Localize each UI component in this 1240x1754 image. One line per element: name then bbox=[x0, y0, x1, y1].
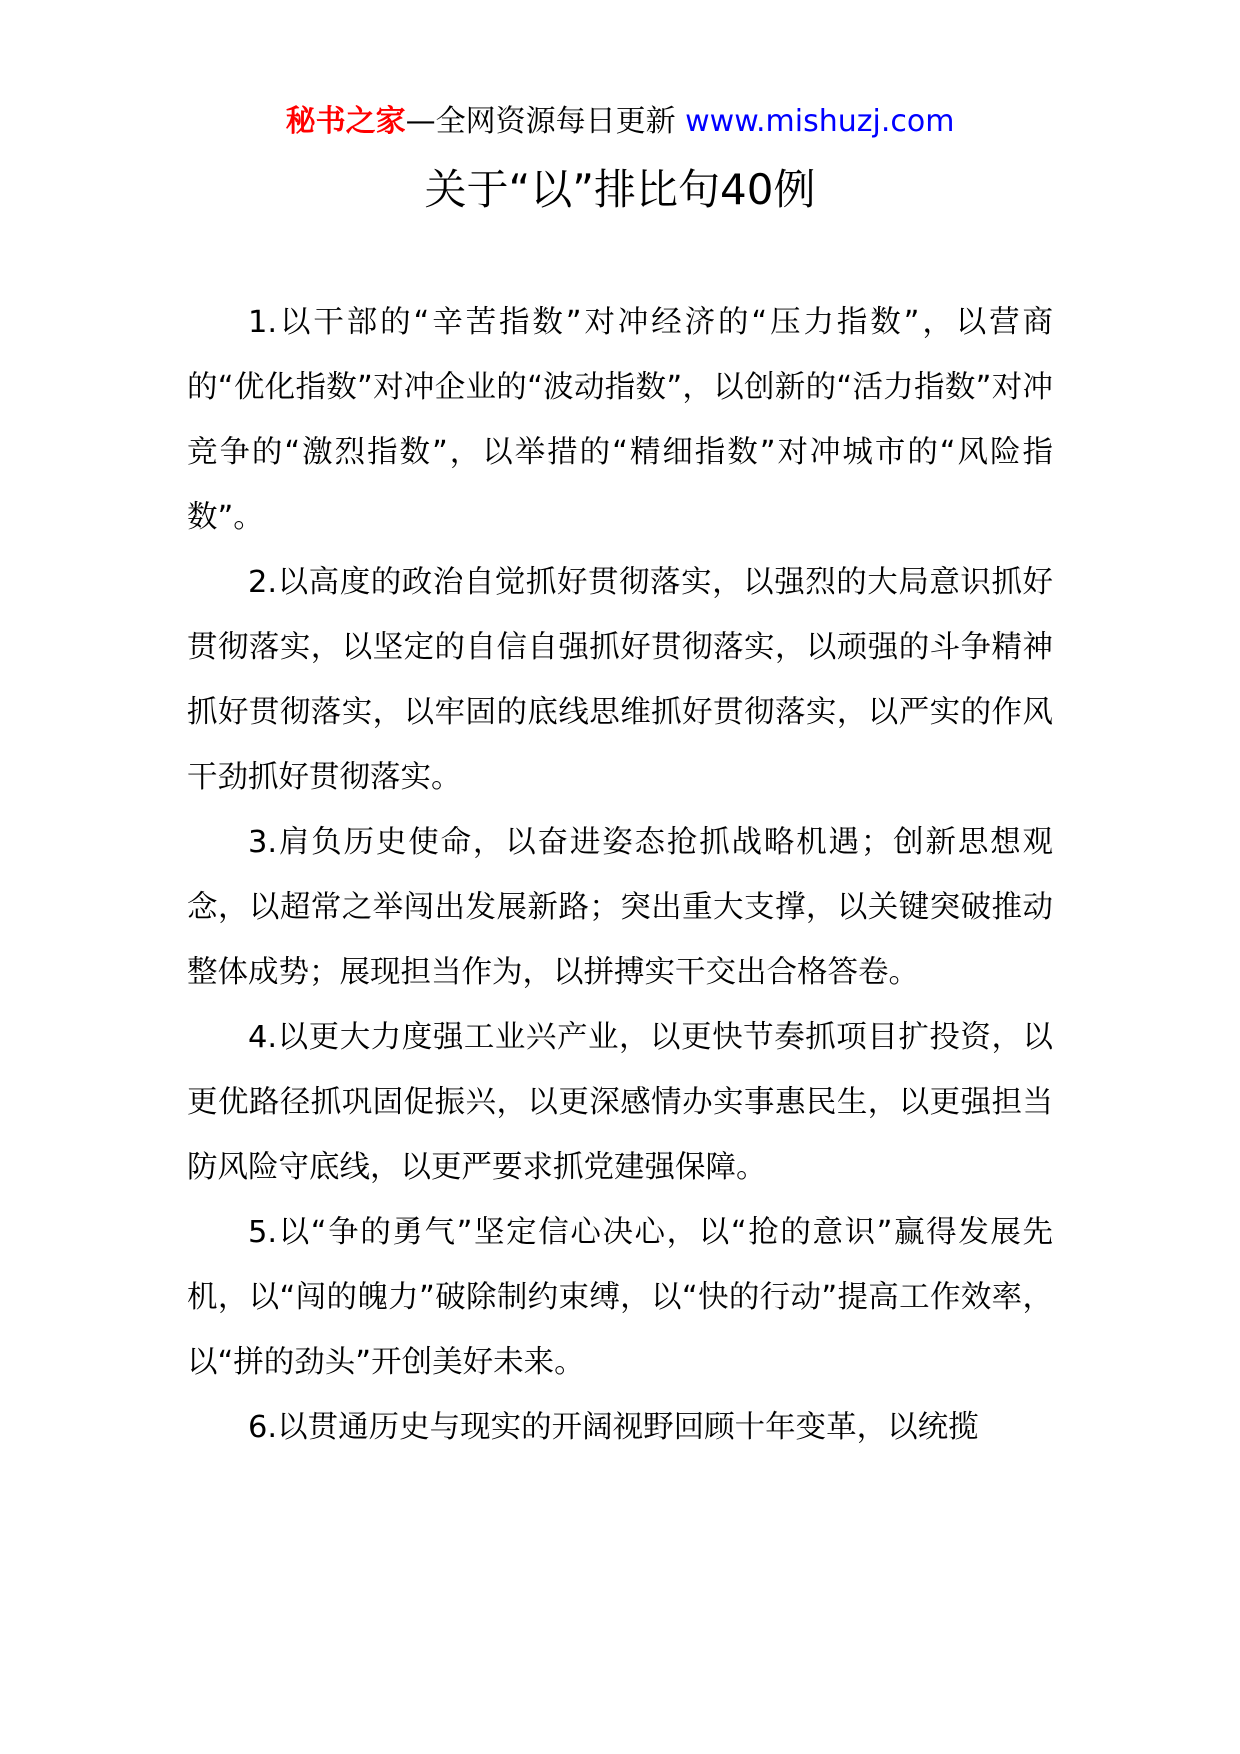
document-title: 关于“以”排比句40例 bbox=[424, 165, 816, 214]
site-url-link[interactable]: www.mishuzj.com bbox=[685, 104, 955, 139]
paragraph-1: 1.以干部的“辛苦指数”对冲经济的“压力指数”，以营商的“优化指数”对冲企业的“波动指数”，以创新的“活力指数”对冲竞争的“激烈指数”，以举措的“精细指数”对冲城市的“风险指数”。 bbox=[187, 305, 1053, 535]
header-tagline: —全网资源每日更新 bbox=[405, 104, 686, 139]
paragraph-4: 4.以更大力度强工业兴产业，以更快节奏抓项目扩投资，以更优路径抓巩固促振兴，以更深感情办实事惠民生，以更强担当防风险守底线，以更严要求抓党建强保障。 bbox=[187, 1020, 1053, 1185]
paragraph-5: 5.以“争的勇气”坚定信心决心，以“抢的意识”赢得发展先机，以“闯的魄力”破除制约束缚，以“快的行动”提高工作效率，以“拼的劲头”开创美好未来。 bbox=[187, 1215, 1053, 1380]
paragraph-3: 3.肩负历史使命，以奋进姿态抢抓战略机遇；创新思想观念，以超常之举闯出发展新路；突出重大支撑，以关键突破推动整体成势；展现担当作为，以拼搏实干交出合格答卷。 bbox=[187, 825, 1053, 990]
document-body bbox=[187, 290, 1053, 1460]
paragraph-6: 6.以贯通历史与现实的开阔视野回顾十年变革，以统揽 bbox=[248, 1410, 979, 1445]
brand-name: 秘书之家 bbox=[285, 104, 406, 139]
page-header bbox=[0, 98, 1240, 146]
paragraph-2: 2.以高度的政治自觉抓好贯彻落实，以强烈的大局意识抓好贯彻落实，以坚定的自信自强抓好贯彻落实，以顽强的斗争精神抓好贯彻落实，以牢固的底线思维抓好贯彻落实，以严实的作风干劲抓好贯彻落实。 bbox=[187, 565, 1053, 795]
